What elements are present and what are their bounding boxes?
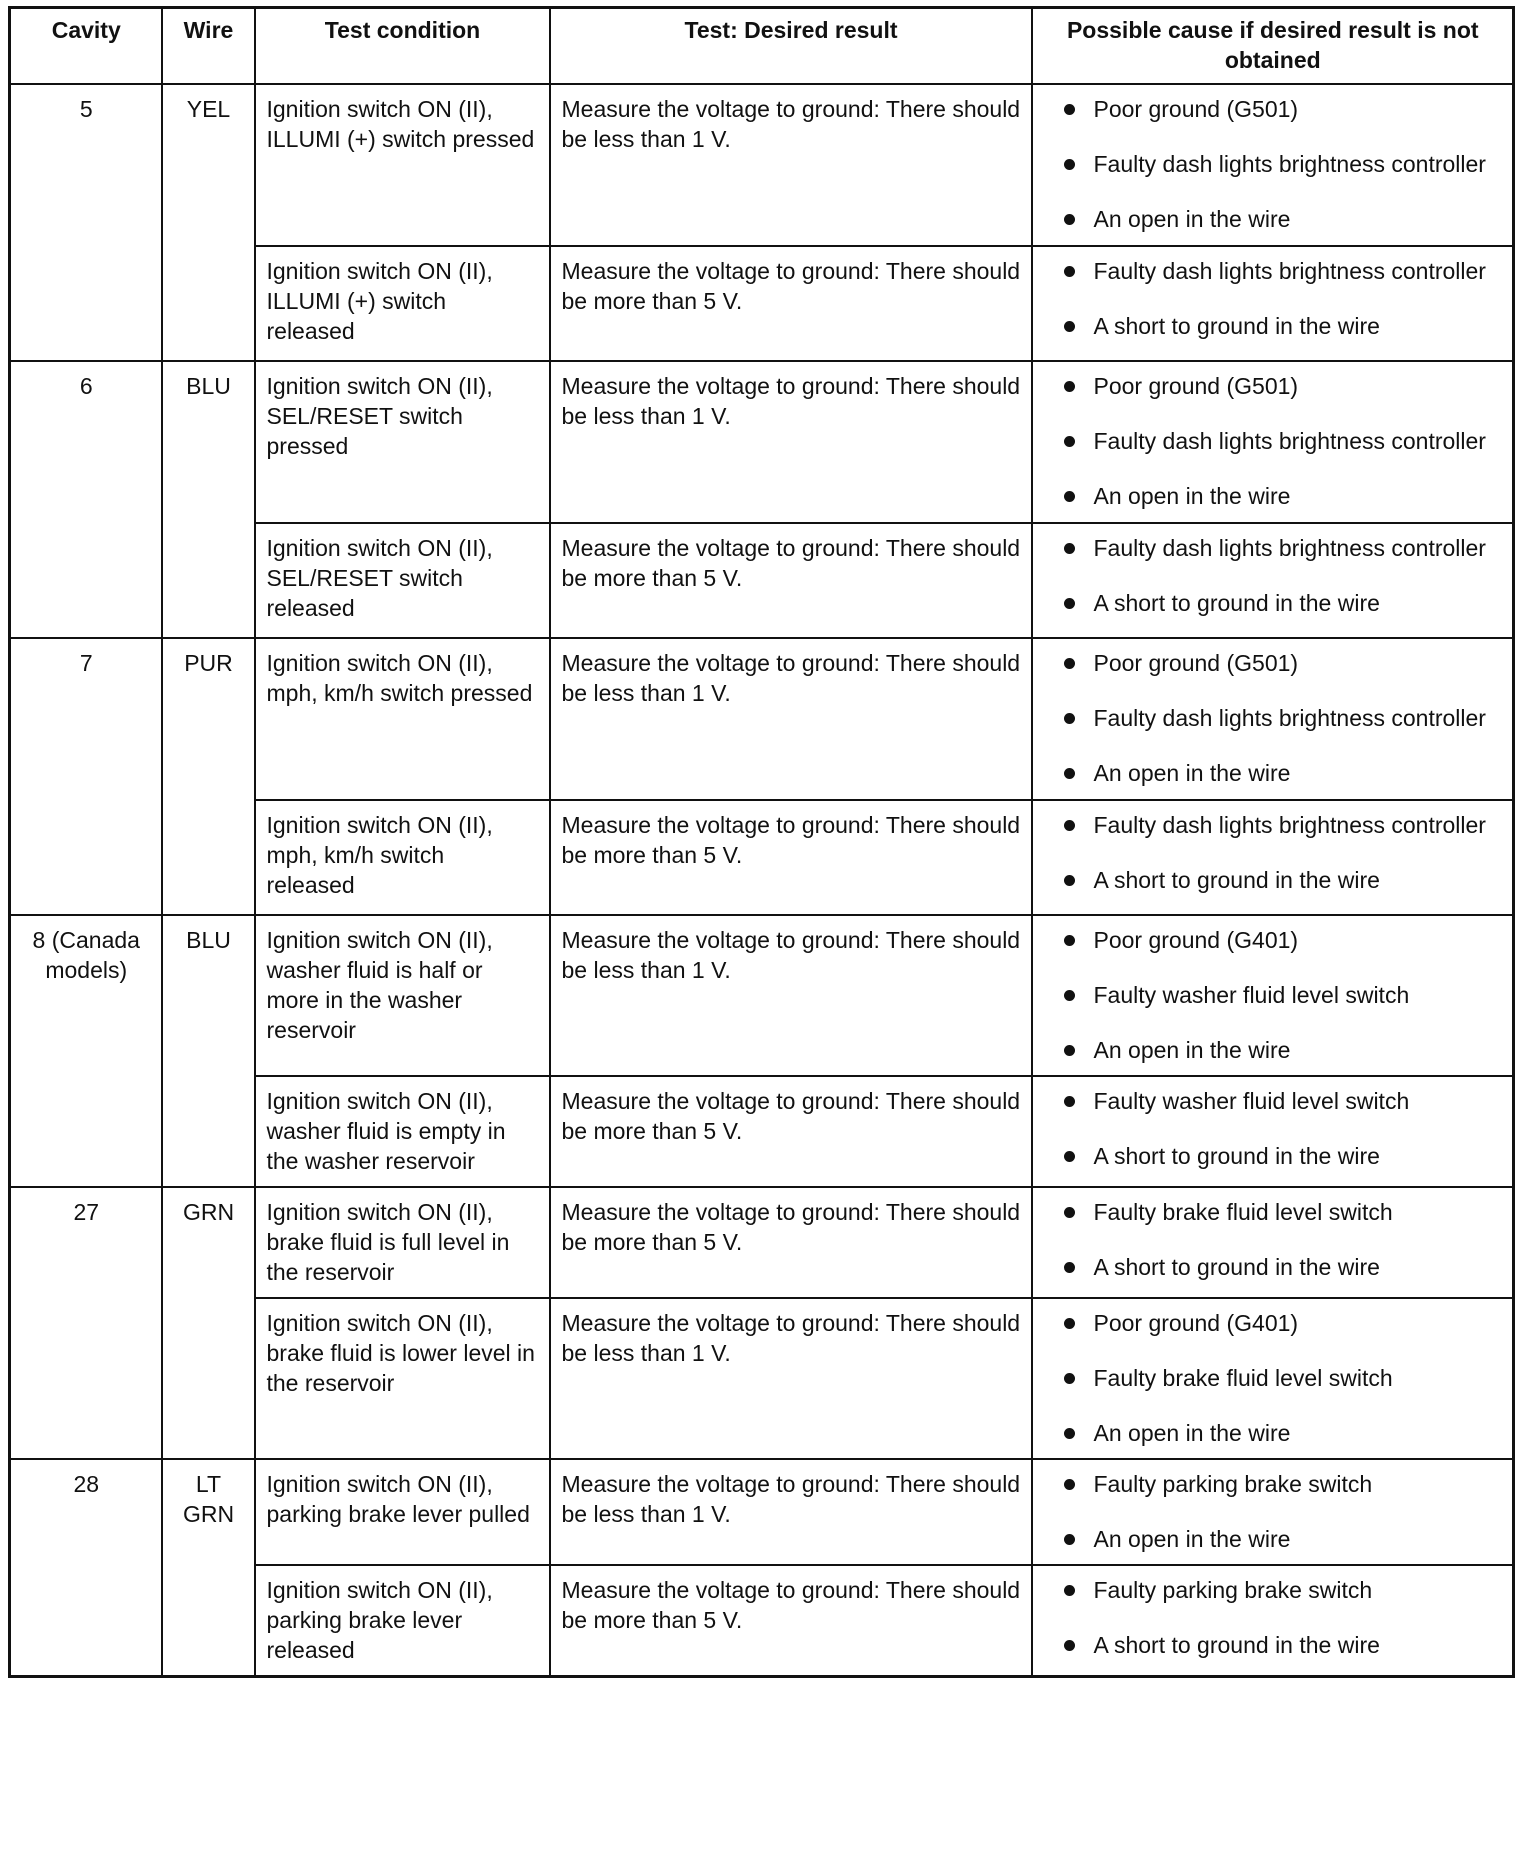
cause-text: A short to ground in the wire — [1093, 590, 1380, 616]
cause-text: A short to ground in the wire — [1093, 313, 1380, 339]
cause-list — [1044, 94, 1503, 234]
cause-item — [1044, 980, 1503, 1010]
cause-text: Faulty dash lights brightness controller — [1093, 705, 1486, 731]
cause-item — [1044, 648, 1503, 678]
cause-text: Faulty dash lights brightness controller — [1093, 151, 1486, 177]
wire-cell: LT GRN — [162, 1459, 255, 1677]
possible-cause-cell — [1032, 84, 1514, 246]
cause-text: A short to ground in the wire — [1093, 1143, 1380, 1169]
bullet-icon — [1064, 321, 1075, 332]
test-condition-cell: Ignition switch ON (II), brake fluid is full level in the reservoir — [255, 1187, 550, 1298]
desired-result-cell: Measure the voltage to ground: There should be less than 1 V. — [550, 638, 1032, 800]
bullet-icon — [1064, 1045, 1075, 1056]
cause-item — [1044, 865, 1503, 895]
bullet-icon — [1064, 159, 1075, 170]
desired-result-cell: Measure the voltage to ground: There should be more than 5 V. — [550, 523, 1032, 638]
cause-text: An open in the wire — [1093, 483, 1291, 509]
bullet-icon — [1064, 1318, 1075, 1329]
cause-item — [1044, 588, 1503, 618]
bullet-icon — [1064, 491, 1075, 502]
bullet-icon — [1064, 1207, 1075, 1218]
cause-text: Poor ground (G501) — [1093, 373, 1299, 399]
possible-cause-cell — [1032, 1298, 1514, 1459]
cause-item — [1044, 703, 1503, 733]
cause-text: An open in the wire — [1093, 1526, 1291, 1552]
wire-cell: PUR — [162, 638, 255, 915]
bullet-icon — [1064, 820, 1075, 831]
cause-text: An open in the wire — [1093, 206, 1291, 232]
bullet-icon — [1064, 543, 1075, 554]
cause-item — [1044, 810, 1503, 840]
cause-list — [1044, 648, 1503, 788]
cause-list — [1044, 1086, 1503, 1171]
desired-result-cell: Measure the voltage to ground: There should be less than 1 V. — [550, 1298, 1032, 1459]
desired-result-cell: Measure the voltage to ground: There should be less than 1 V. — [550, 1459, 1032, 1565]
cause-text: Poor ground (G501) — [1093, 96, 1299, 122]
bullet-icon — [1064, 104, 1075, 115]
desired-result-cell: Measure the voltage to ground: There should be more than 5 V. — [550, 246, 1032, 361]
cause-item — [1044, 1086, 1503, 1116]
test-condition-cell: Ignition switch ON (II), washer fluid is half or more in the washer reservoir — [255, 915, 550, 1076]
bullet-icon — [1064, 1096, 1075, 1107]
cause-list — [1044, 1197, 1503, 1282]
cause-text: Poor ground (G401) — [1093, 1310, 1299, 1336]
cause-item — [1044, 925, 1503, 955]
cause-item — [1044, 1363, 1503, 1393]
cause-item — [1044, 1630, 1503, 1660]
test-table — [8, 6, 1515, 1678]
cause-item — [1044, 371, 1503, 401]
wire-cell: BLU — [162, 361, 255, 638]
test-condition-cell: Ignition switch ON (II), ILLUMI (+) switch released — [255, 246, 550, 361]
cause-item — [1044, 1252, 1503, 1282]
test-condition-cell: Ignition switch ON (II), parking brake lever released — [255, 1565, 550, 1677]
cause-item — [1044, 1469, 1503, 1499]
cause-list — [1044, 256, 1503, 341]
possible-cause-cell — [1032, 1076, 1514, 1187]
table-row — [10, 361, 1514, 523]
table-row — [10, 84, 1514, 246]
cause-text: Faulty parking brake switch — [1093, 1471, 1373, 1497]
bullet-icon — [1064, 1428, 1075, 1439]
cause-text: Poor ground (G401) — [1093, 927, 1299, 953]
table-row — [10, 1187, 1514, 1298]
header-row — [10, 8, 1514, 85]
bullet-icon — [1064, 1640, 1075, 1651]
header-possible-cause: Possible cause if desired result is not obtained — [1032, 8, 1514, 85]
header-cavity: Cavity — [10, 8, 162, 85]
cause-item — [1044, 1524, 1503, 1554]
cause-item — [1044, 311, 1503, 341]
test-condition-cell: Ignition switch ON (II), parking brake lever pulled — [255, 1459, 550, 1565]
cause-text: Faulty dash lights brightness controller — [1093, 812, 1486, 838]
bullet-icon — [1064, 381, 1075, 392]
cause-text: Faulty brake fluid level switch — [1093, 1199, 1393, 1225]
bullet-icon — [1064, 1534, 1075, 1545]
possible-cause-cell — [1032, 1565, 1514, 1677]
desired-result-cell: Measure the voltage to ground: There should be more than 5 V. — [550, 1565, 1032, 1677]
header-wire: Wire — [162, 8, 255, 85]
possible-cause-cell — [1032, 246, 1514, 361]
cavity-cell: 8 (Canada models) — [10, 915, 162, 1187]
test-condition-cell: Ignition switch ON (II), SEL/RESET switch pressed — [255, 361, 550, 523]
possible-cause-cell — [1032, 1459, 1514, 1565]
cause-list — [1044, 533, 1503, 618]
table-body — [10, 84, 1514, 1677]
cause-text: Faulty washer fluid level switch — [1093, 1088, 1410, 1114]
cause-item — [1044, 1575, 1503, 1605]
cause-text: An open in the wire — [1093, 1420, 1291, 1446]
cause-text: An open in the wire — [1093, 760, 1291, 786]
cause-list — [1044, 371, 1503, 511]
desired-result-cell: Measure the voltage to ground: There should be less than 1 V. — [550, 915, 1032, 1076]
wire-cell: YEL — [162, 84, 255, 361]
cause-list — [1044, 1308, 1503, 1448]
document-page — [8, 6, 1512, 1678]
cause-item — [1044, 256, 1503, 286]
cause-text: Faulty dash lights brightness controller — [1093, 535, 1486, 561]
test-condition-cell: Ignition switch ON (II), brake fluid is lower level in the reservoir — [255, 1298, 550, 1459]
cavity-cell: 5 — [10, 84, 162, 361]
bullet-icon — [1064, 1585, 1075, 1596]
test-condition-cell: Ignition switch ON (II), SEL/RESET switch released — [255, 523, 550, 638]
cause-text: A short to ground in the wire — [1093, 1254, 1380, 1280]
bullet-icon — [1064, 990, 1075, 1001]
bullet-icon — [1064, 214, 1075, 225]
possible-cause-cell — [1032, 361, 1514, 523]
test-condition-cell: Ignition switch ON (II), mph, km/h switch pressed — [255, 638, 550, 800]
cause-text: A short to ground in the wire — [1093, 1632, 1380, 1658]
cause-list — [1044, 1469, 1503, 1554]
desired-result-cell: Measure the voltage to ground: There should be more than 5 V. — [550, 800, 1032, 915]
bullet-icon — [1064, 1479, 1075, 1490]
table-row — [10, 915, 1514, 1076]
desired-result-cell: Measure the voltage to ground: There should be more than 5 V. — [550, 1187, 1032, 1298]
test-condition-cell: Ignition switch ON (II), washer fluid is empty in the washer reservoir — [255, 1076, 550, 1187]
cause-text: Faulty parking brake switch — [1093, 1577, 1373, 1603]
desired-result-cell: Measure the voltage to ground: There should be less than 1 V. — [550, 84, 1032, 246]
bullet-icon — [1064, 1373, 1075, 1384]
bullet-icon — [1064, 875, 1075, 886]
test-condition-cell: Ignition switch ON (II), mph, km/h switch released — [255, 800, 550, 915]
bullet-icon — [1064, 713, 1075, 724]
cause-item — [1044, 1197, 1503, 1227]
cavity-cell: 7 — [10, 638, 162, 915]
possible-cause-cell — [1032, 915, 1514, 1076]
cavity-cell: 28 — [10, 1459, 162, 1677]
bullet-icon — [1064, 266, 1075, 277]
header-test-condition: Test condition — [255, 8, 550, 85]
cause-item — [1044, 1141, 1503, 1171]
cause-text: Poor ground (G501) — [1093, 650, 1299, 676]
desired-result-cell: Measure the voltage to ground: There should be more than 5 V. — [550, 1076, 1032, 1187]
table-row — [10, 638, 1514, 800]
cause-text: Faulty dash lights brightness controller — [1093, 258, 1486, 284]
cause-text: Faulty dash lights brightness controller — [1093, 428, 1486, 454]
header-desired-result: Test: Desired result — [550, 8, 1032, 85]
cause-item — [1044, 204, 1503, 234]
possible-cause-cell — [1032, 638, 1514, 800]
test-condition-cell: Ignition switch ON (II), ILLUMI (+) switch pressed — [255, 84, 550, 246]
bullet-icon — [1064, 598, 1075, 609]
wire-cell: GRN — [162, 1187, 255, 1459]
wire-cell: BLU — [162, 915, 255, 1187]
bullet-icon — [1064, 1151, 1075, 1162]
cause-item — [1044, 533, 1503, 563]
bullet-icon — [1064, 1262, 1075, 1273]
cause-list — [1044, 925, 1503, 1065]
bullet-icon — [1064, 768, 1075, 779]
cause-text: Faulty brake fluid level switch — [1093, 1365, 1393, 1391]
bullet-icon — [1064, 935, 1075, 946]
cause-item — [1044, 426, 1503, 456]
cause-item — [1044, 94, 1503, 124]
possible-cause-cell — [1032, 523, 1514, 638]
cause-item — [1044, 481, 1503, 511]
cause-text: A short to ground in the wire — [1093, 867, 1380, 893]
cause-item — [1044, 1308, 1503, 1338]
cause-list — [1044, 1575, 1503, 1660]
possible-cause-cell — [1032, 800, 1514, 915]
cause-item — [1044, 758, 1503, 788]
cause-item — [1044, 1035, 1503, 1065]
bullet-icon — [1064, 658, 1075, 669]
cause-item — [1044, 149, 1503, 179]
bullet-icon — [1064, 436, 1075, 447]
cause-item — [1044, 1418, 1503, 1448]
cavity-cell: 6 — [10, 361, 162, 638]
cause-text: An open in the wire — [1093, 1037, 1291, 1063]
cavity-cell: 27 — [10, 1187, 162, 1459]
desired-result-cell: Measure the voltage to ground: There should be less than 1 V. — [550, 361, 1032, 523]
possible-cause-cell — [1032, 1187, 1514, 1298]
cause-list — [1044, 810, 1503, 895]
cause-text: Faulty washer fluid level switch — [1093, 982, 1410, 1008]
table-row — [10, 1459, 1514, 1565]
